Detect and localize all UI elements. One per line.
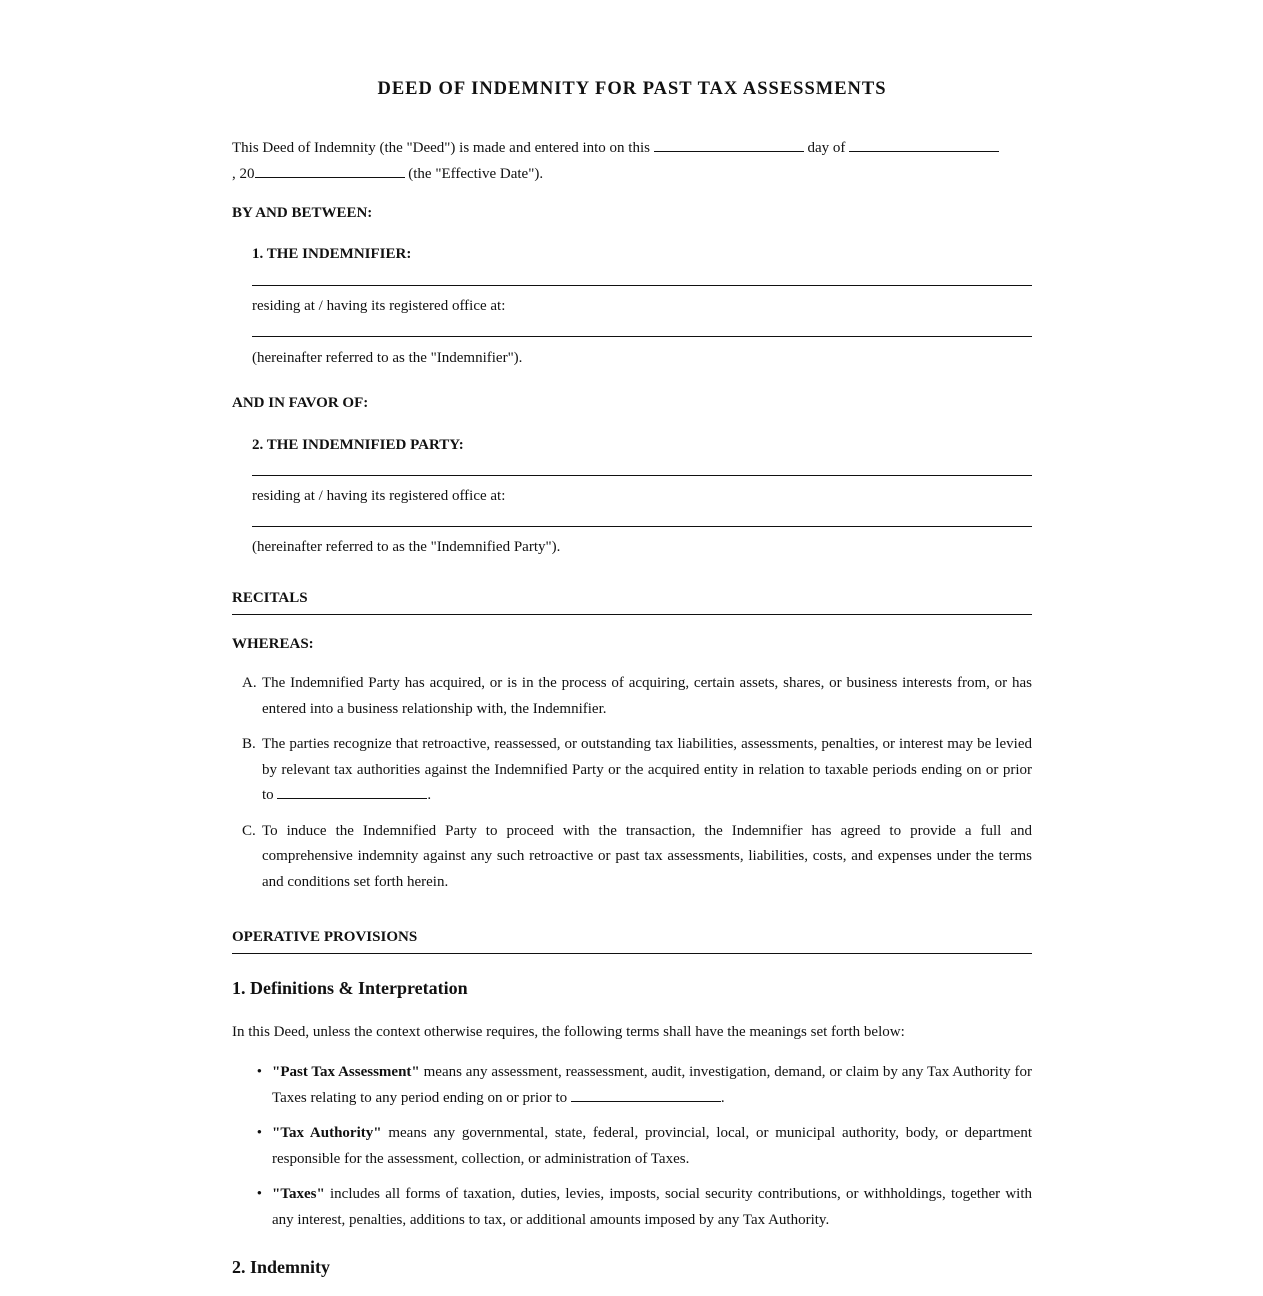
document-title: DEED OF INDEMNITY FOR PAST TAX ASSESSMENTS [377,79,887,99]
recital-text: To induce the Indemnified Party to proceed with the transaction, the Indemnifier has agreed to provide a full and comprehensive indemnity against any such retroactive or past tax assessments, liabilities, costs, and expenses under the terms and conditions set forth herein. [262,822,1032,890]
period-end-blank[interactable] [277,783,427,799]
definition-suffix: . [720,1089,725,1106]
section-1-title: 1. Definitions & Interpretation [232,978,468,998]
definition-term: "Tax Authority" [272,1125,382,1141]
recital-letter: C. [242,822,256,839]
definition-term: "Past Tax Assessment" [272,1064,420,1080]
recital-letter: B. [242,736,256,752]
definition-text [272,1182,1032,1233]
section-2-title: 2. Indemnity [232,1257,331,1277]
intro-text-3: , 20 [232,166,255,182]
intro-paragraph [232,135,1032,187]
recital-text: The parties recognize that retroactive, reassessed, or outstanding tax liabilities, assessments, penalties, or interest may be levied by relevant tax authorities against the Indemnified Party or the acquired entity in relation to taxable periods ending on or prior to [262,736,1032,803]
indemnifier-residing-label: residing at / having its registered office at: [252,298,506,314]
indemnifier-heading: 1. THE INDEMNIFIER: [252,246,412,262]
definitions-intro: In this Deed, unless the context otherwise requires, the following terms shall have the meanings set forth below: [232,1024,905,1040]
recital-suffix: . [427,787,432,803]
bullet-icon: • [256,1125,262,1141]
whereas-label: WHEREAS: [232,636,314,652]
recital-letter: A. [242,675,257,691]
recital-text-container [262,732,1032,809]
operative-provisions-heading: OPERATIVE PROVISIONS [232,927,1032,954]
recitals-heading: RECITALS [232,588,1032,615]
year-blank[interactable] [255,162,405,178]
day-blank[interactable] [654,136,804,152]
month-blank[interactable] [849,136,999,152]
recital-c [232,819,1032,896]
intro-text-1: This Deed of Indemnity (the "Deed") is made and entered into on this [232,140,650,156]
bullet-icon: • [256,1064,262,1080]
intro-text-4: (the "Effective Date"). [408,166,544,182]
definition-item [232,1060,1032,1111]
recital-a [232,671,1032,722]
definition-text [272,1060,1032,1111]
indemnified-party-residing-label: residing at / having its registered office at: [252,488,506,504]
indemnified-party-heading: 2. THE INDEMNIFIED PARTY: [252,437,464,453]
in-favor-of-heading: AND IN FAVOR OF: [232,395,369,411]
definition-body: includes all forms of taxation, duties, levies, imposts, social security contributions, or withholdings, together with any interest, penalties, additions to tax, or additional amounts imposed by any Tax Authority. [272,1186,1032,1228]
intro-text-2: day of [807,140,846,156]
definition-term: "Taxes" [272,1186,325,1202]
recital-b [232,732,1032,809]
bullet-icon: • [256,1186,262,1202]
document-page [232,0,1032,1279]
assessment-period-blank[interactable] [571,1086,721,1102]
definition-body: means any assessment, reassessment, audit, investigation, demand, or claim by any Tax Authority for Taxes relating to any period ending on or prior to [272,1064,1032,1106]
by-and-between-heading: BY AND BETWEEN: [232,205,373,221]
definition-text [272,1121,1032,1172]
definition-item [232,1182,1032,1233]
definition-item [232,1121,1032,1172]
definition-body: means any governmental, state, federal, provincial, local, or municipal authority, body, or department responsible for the assessment, collection, or administration of Taxes. [272,1125,1032,1167]
indemnified-party-hereinafter: (hereinafter referred to as the "Indemnified Party"). [252,539,561,555]
recital-text: The Indemnified Party has acquired, or is in the process of acquiring, certain assets, shares, or business interests from, or has entered into a business relationship with, the Indemnifier. [262,675,1032,717]
indemnifier-hereinafter: (hereinafter referred to as the "Indemnifier"). [252,350,523,366]
